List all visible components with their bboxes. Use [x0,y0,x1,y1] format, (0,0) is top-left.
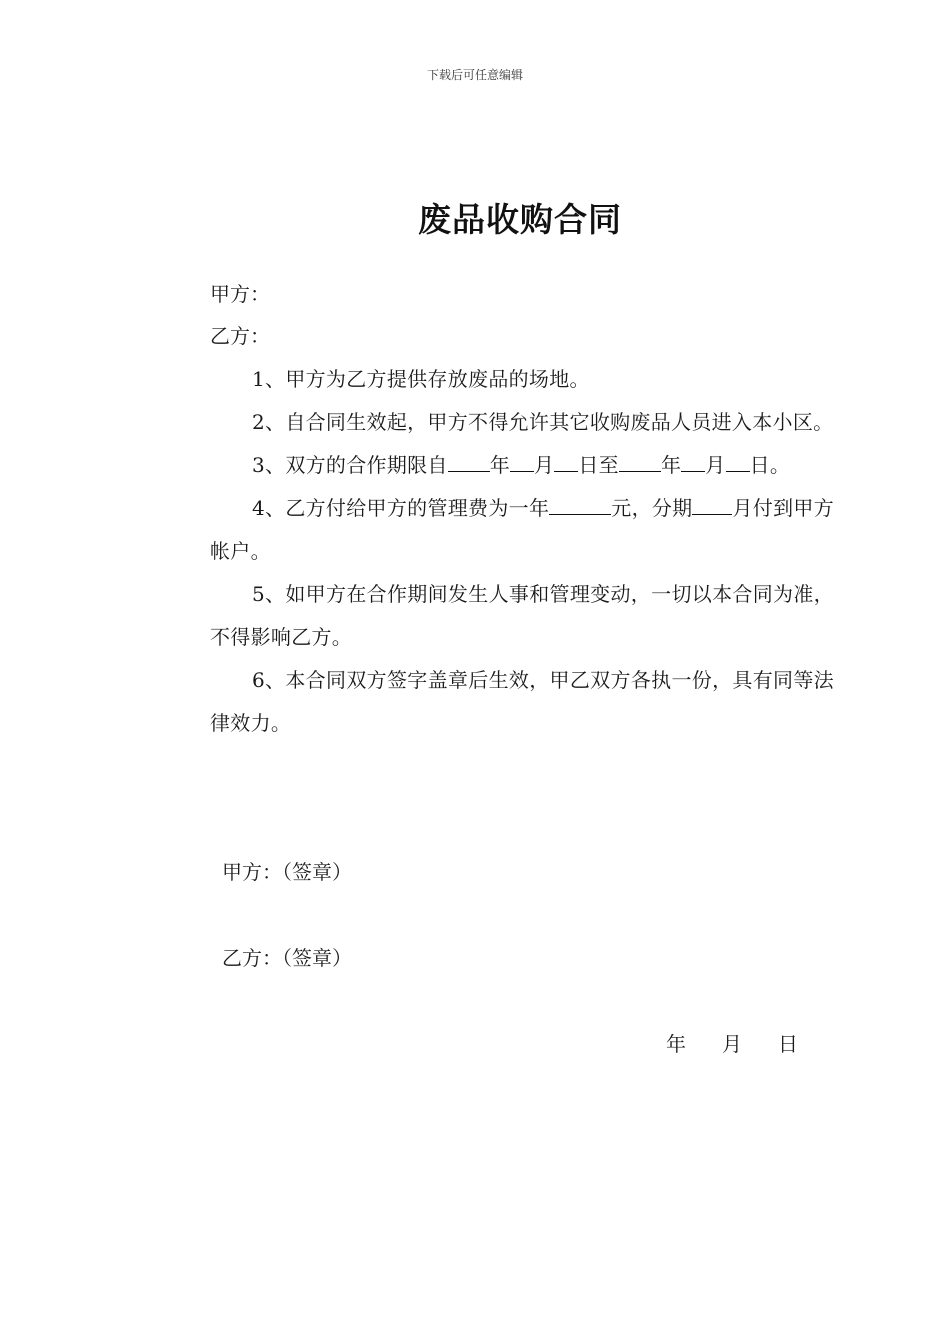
header-note: 下载后可任意编辑 [426,68,523,82]
date-year-label: 年 [666,1032,686,1056]
annual-fee-blank [549,496,611,515]
end-month-blank [681,453,705,472]
clause-3-prefix: 3、双方的合作期限自 [252,453,448,477]
document-title: 废品收购合同 [418,200,622,239]
signing-date [666,1032,798,1056]
clause-3-year-1: 年 [489,453,511,477]
clause-3-day-1: 日至 [578,453,619,477]
clause-6: 6、本合同双方签字盖章后生效，甲乙双方各执一份，具有同等法律效力。 [210,668,834,735]
party-a-label: 甲方： [210,282,270,306]
clause-3-month-1: 月 [534,453,555,477]
start-month-blank [510,453,534,472]
start-day-blank [554,453,578,472]
clause-3-month-2: 月 [705,453,726,477]
start-year-blank [448,453,490,472]
clause-4-yuan: 元，分期 [611,496,693,520]
date-month-label: 月 [722,1032,742,1056]
clause-3-year-2: 年 [660,453,682,477]
clause-3-day-2: 日。 [749,453,791,477]
contract-clauses [210,358,834,745]
clause-5: 5、如甲方在合作期间发生人事和管理变动，一切以本合同为准，不得影响乙方。 [210,582,834,649]
installment-months-blank [692,496,732,515]
clause-1: 1、甲方为乙方提供存放废品的场地。 [252,367,590,391]
date-day-label: 日 [778,1032,798,1056]
clause-4-prefix: 4、乙方付给甲方的管理费为一年 [252,496,550,520]
clause-2: 2、自合同生效起，甲方不得允许其它收购废品人员进入本小区。 [252,410,834,434]
clause-4 [210,487,834,573]
party-a-signature: 甲方：（签章） [222,860,352,884]
party-b-signature: 乙方：（签章） [222,946,352,970]
end-year-blank [619,453,661,472]
clause-3 [210,444,834,487]
clause-4-suffix: 月付到甲方帐户。 [210,496,834,563]
party-b-label: 乙方： [210,324,270,348]
end-day-blank [726,453,750,472]
